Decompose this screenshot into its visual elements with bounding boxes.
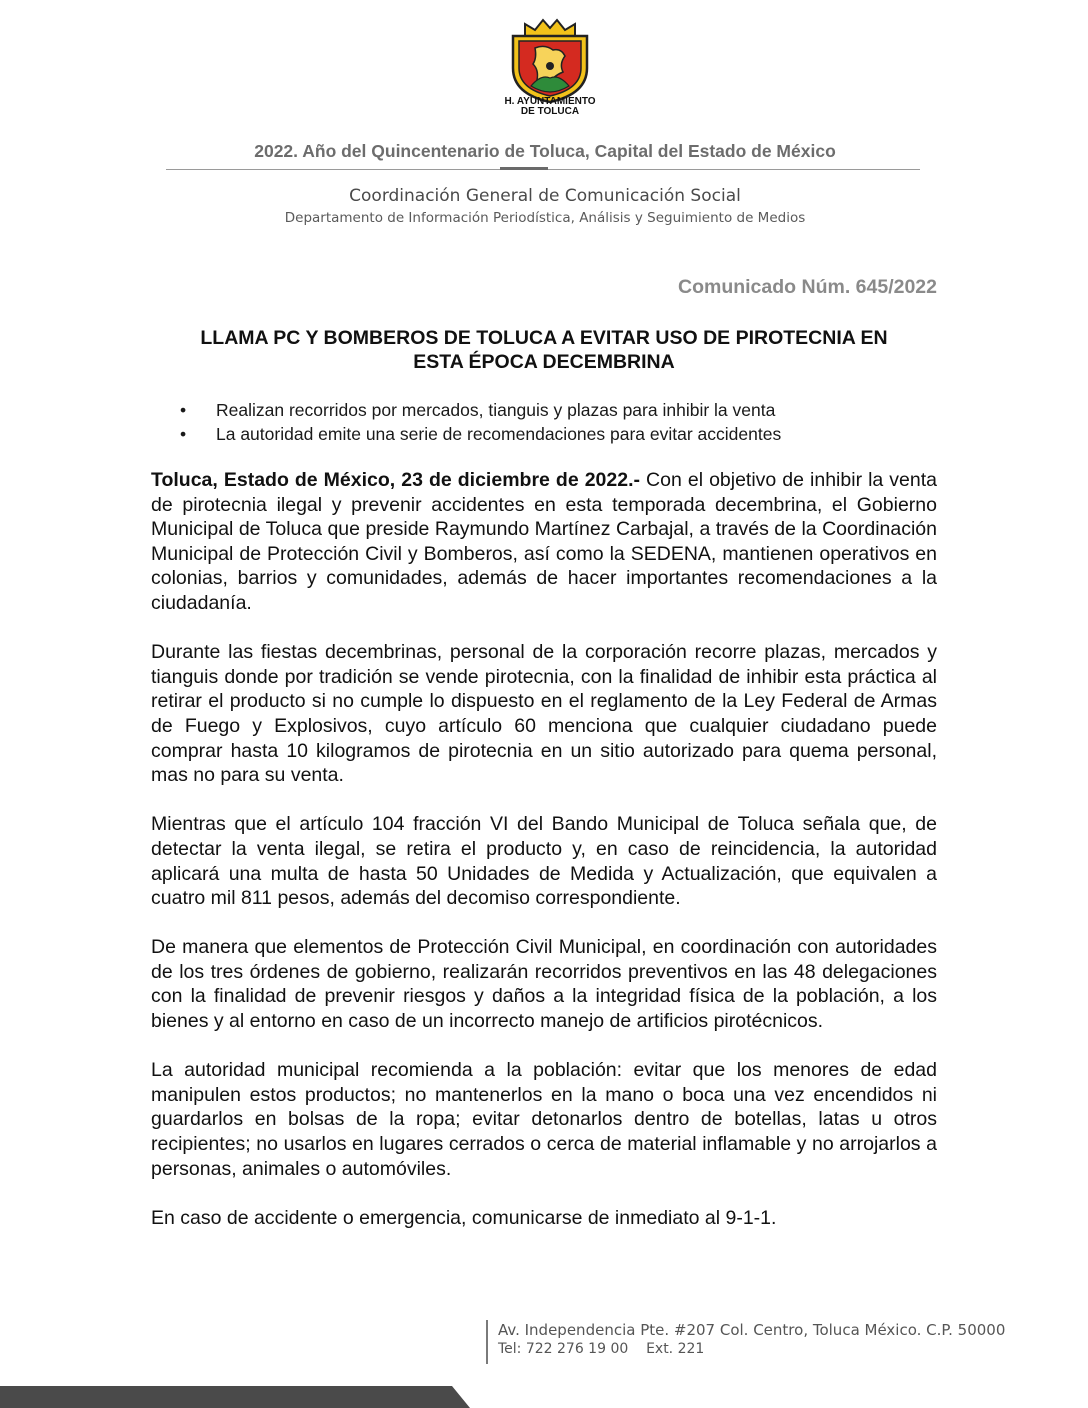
logo-text-line2: DE TOLUCA xyxy=(520,106,580,117)
logo-text xyxy=(470,97,630,117)
org-main-title: Coordinación General de Comunicación Social xyxy=(349,186,741,206)
paragraph-1-text: Con el objetivo de inhibir la venta de pirotecnia ilegal y prevenir accidentes en esta temporada decembrina, el Gobierno Municipal de Toluca que preside Raymundo Martínez Carbajal, a través de la Coordinación Municipal de Protección Civil y Bomberos, así como la SEDENA, mantienen operativos en colonias, barrios y comunidades, además de hacer importantes recomendaciones a la ciudadanía. xyxy=(151,469,938,614)
paragraph-3: Mientras que el artículo 104 fracción VI del Bando Municipal de Toluca señala que, de detectar la venta ilegal, se retira el producto y, en caso de reincidencia, la autoridad aplicará una multa de hasta 50 Unidades de Medida y Actualización, que equivalen a cuatro mil 811 pesos, además del decomiso correspondiente. xyxy=(151,813,937,910)
footer-address: Av. Independencia Pte. #207 Col. Centro, Toluca México. C.P. 50000 xyxy=(498,1321,1006,1339)
bullet-text: La autoridad emite una serie de recomendaciones para evitar accidentes xyxy=(216,424,782,444)
footer-band xyxy=(0,1386,470,1408)
paragraph-4: De manera que elementos de Protección Civil Municipal, en coordinación con autoridades de los tres órdenes de gobierno, realizarán recorridos preventivos en las 48 delegaciones con la finalidad de prevenir riesgos y daños a la integridad física de la población, a los bienes y al entorno en caso de un incorrecto manejo de artificios pirotécnicos. xyxy=(151,936,937,1033)
dateline: Toluca, Estado de México, 23 de diciembre de 2022.- xyxy=(151,469,640,491)
footer-tel: Tel: 722 276 19 00 Ext. 221 xyxy=(498,1341,705,1357)
list-item xyxy=(180,398,781,422)
bullet-icon: • xyxy=(180,400,187,420)
headline-line2: ESTA ÉPOCA DECEMBRINA xyxy=(413,351,675,373)
headline-line1: LLAMA PC Y BOMBEROS DE TOLUCA A EVITAR USO DE PIROTECNIA EN xyxy=(200,327,888,349)
motto: 2022. Año del Quincentenario de Toluca, Capital del Estado de México xyxy=(254,141,836,161)
header-divider-accent xyxy=(500,167,548,170)
list-item xyxy=(180,422,781,446)
paragraph-2: Durante las fiestas decembrinas, personal de la corporación recorre plazas, mercados y tianguis donde por tradición se vende pirotecnia, con la finalidad de inhibir esta práctica al retirar el producto si no cumple lo dispuesto en el reglamento de la Ley Federal de Armas de Fuego y Explosivos, cuyo artículo 60 menciona que cualquier ciudadano puede comprar hasta 10 kilogramos de pirotecnia en un sitio autorizado para quema personal, mas no para su venta. xyxy=(151,641,937,787)
article-body xyxy=(151,468,937,1255)
paragraph-5: La autoridad municipal recomienda a la población: evitar que los menores de edad manipulen estos productos; no mantenerlos en la mano o boca una vez encendidos ni guardarlos en bolsas de la ropa; evitar detonarlos dentro de botellas, latas u otros recipientes; no usarlos en lugares cerrados o cerca de material inflamable y no arrojarlos a personas, animales o automóviles. xyxy=(151,1059,937,1180)
org-sub-title: Departamento de Información Periodística, Análisis y Seguimiento de Medios xyxy=(284,210,806,226)
summary-bullets xyxy=(180,398,781,446)
logo-text-line1: H. AYUNTAMIENTO xyxy=(504,96,596,107)
comunicado-number: Comunicado Núm. 645/2022 xyxy=(677,276,937,298)
bullet-text: Realizan recorridos por mercados, tianguis y plazas para inhibir la venta xyxy=(216,400,776,420)
paragraph-1 xyxy=(151,468,937,616)
paragraph-6: En caso de accidente o emergencia, comunicarse de inmediato al 9-1-1. xyxy=(151,1206,777,1229)
bullet-icon: • xyxy=(180,424,187,444)
headline xyxy=(150,326,938,374)
footer-divider xyxy=(486,1320,488,1364)
